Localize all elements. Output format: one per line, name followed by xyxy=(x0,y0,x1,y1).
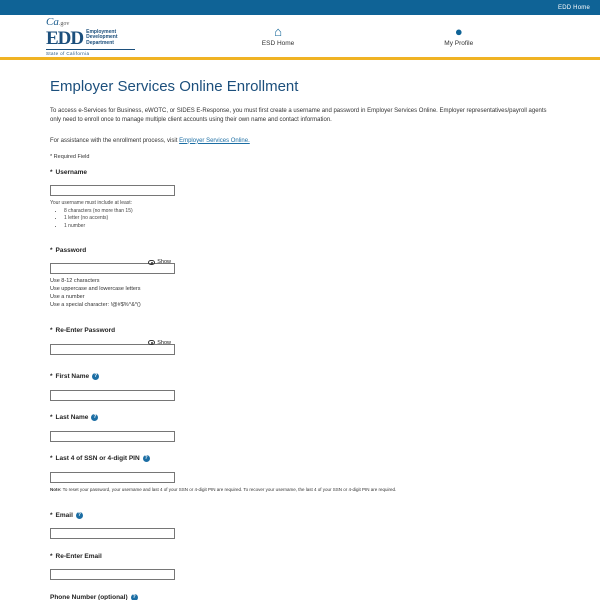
password-label-text: Password xyxy=(55,246,87,254)
username-rule: • 1 number xyxy=(64,223,550,229)
edd-logo[interactable] xyxy=(0,17,135,56)
eye-icon xyxy=(148,340,155,345)
reenter-email-required-mark: * xyxy=(50,552,53,560)
first-name-input[interactable] xyxy=(50,390,175,401)
edd-line-1: Employment xyxy=(86,29,117,36)
password-rules xyxy=(50,278,550,310)
password-show-button[interactable] xyxy=(148,258,171,267)
help-icon[interactable]: ? xyxy=(132,593,136,600)
last-name-label xyxy=(50,414,550,421)
password-label xyxy=(50,247,550,254)
field-first-name xyxy=(50,373,550,401)
field-last-name xyxy=(50,414,550,442)
last-name-label-text: Last Name xyxy=(55,414,89,422)
password-rule: Use a number xyxy=(50,293,85,300)
reenter-password-show-button[interactable] xyxy=(148,338,171,347)
utility-bar xyxy=(0,0,600,15)
intro-paragraph: To access e-Services for Business, eWOTC, or SIDES E-Response, you must first create a username and password in Employer Services Online. Employer representatives/payroll agents only need to enroll once to manage multiple client accounts using their own name and contact information. xyxy=(50,108,547,124)
password-rule: Use 8-12 characters xyxy=(50,277,100,284)
employer-services-online-link[interactable]: Employer Services Online. xyxy=(179,137,250,144)
ssn-pin-label-text: Last 4 of SSN or 4-digit PIN xyxy=(55,455,140,463)
help-icon[interactable]: ? xyxy=(93,414,97,421)
home-icon: ⌂ xyxy=(274,24,282,39)
primary-nav xyxy=(135,25,600,47)
last-name-required-mark: * xyxy=(50,414,53,422)
edd-home-link[interactable]: EDD Home xyxy=(558,4,590,11)
edd-logo-subtitle: State of California xyxy=(46,49,135,56)
field-phone-number xyxy=(50,594,550,600)
reenter-email-input[interactable] xyxy=(50,569,175,580)
first-name-label xyxy=(50,373,550,380)
ca-gov-text: Ca xyxy=(46,15,59,28)
phone-number-label xyxy=(50,594,550,600)
password-required-mark: * xyxy=(50,246,53,254)
edd-line-3: Department xyxy=(86,39,114,46)
ssn-pin-label xyxy=(50,455,550,462)
assistance-text: For assistance with the enrollment process, visit xyxy=(50,137,180,144)
help-icon[interactable]: ? xyxy=(77,511,81,518)
ca-gov-logo xyxy=(46,17,135,28)
site-header xyxy=(0,15,600,60)
email-required-mark: * xyxy=(50,511,53,519)
field-reenter-email xyxy=(50,553,550,581)
username-label-text: Username xyxy=(55,168,87,176)
ssn-pin-note-label: Note: xyxy=(50,487,62,493)
username-required-mark: * xyxy=(50,168,53,176)
password-rule: Use uppercase and lowercase letters xyxy=(50,285,141,292)
username-label xyxy=(50,169,550,176)
email-input[interactable] xyxy=(50,528,175,539)
reenter-password-show-label: Show xyxy=(157,339,171,346)
reenter-email-label-text: Re-Enter Email xyxy=(55,552,102,560)
reenter-password-required-mark: * xyxy=(50,327,53,335)
assistance-paragraph xyxy=(50,138,550,144)
ssn-pin-input[interactable] xyxy=(50,472,175,483)
nav-item-esd-home-label: ESD Home xyxy=(261,40,295,47)
email-label xyxy=(50,512,550,519)
password-show-label: Show xyxy=(157,259,171,266)
username-hint: Your username must include at least: xyxy=(50,199,133,206)
nav-item-esd-home[interactable] xyxy=(262,25,295,47)
username-input[interactable] xyxy=(50,185,175,196)
field-password xyxy=(50,247,550,310)
field-email xyxy=(50,512,550,540)
ssn-pin-note xyxy=(50,487,530,493)
username-rules-list xyxy=(64,208,550,229)
enrollment-page xyxy=(0,60,600,600)
user-icon: ● xyxy=(454,24,463,39)
help-icon[interactable]: ? xyxy=(94,373,98,380)
eye-icon xyxy=(148,260,155,265)
username-rule: • 8 characters (no more than 15) xyxy=(64,208,550,214)
first-name-label-text: First Name xyxy=(55,373,90,381)
username-rule: • 1 letter (no accents) xyxy=(64,215,550,221)
nav-item-my-profile[interactable] xyxy=(444,25,473,47)
field-username xyxy=(50,169,550,229)
ssn-pin-required-mark: * xyxy=(50,455,53,463)
first-name-required-mark: * xyxy=(50,373,53,381)
required-field-note: * Required Field xyxy=(50,153,90,160)
nav-item-my-profile-label: My Profile xyxy=(444,40,474,47)
reenter-password-label-text: Re-Enter Password xyxy=(55,327,116,335)
ssn-pin-note-text: To reset your password, your username and last 4 of your SSN or 4-digit PIN are required. To recover your username, the last 4 of your SSN or 4-digit PIN are required. xyxy=(61,487,397,493)
field-ssn-pin xyxy=(50,455,550,493)
reenter-email-label xyxy=(50,553,550,560)
edd-mark-text: EDD xyxy=(46,27,84,49)
password-rule: Use a special character: !@#$%^&*() xyxy=(50,301,141,308)
help-icon[interactable]: ? xyxy=(144,455,148,462)
reenter-password-label xyxy=(50,327,550,334)
email-label-text: Email xyxy=(55,511,73,519)
last-name-input[interactable] xyxy=(50,431,175,442)
edd-line-2: Development xyxy=(86,34,118,41)
ca-gov-suffix: .gov xyxy=(58,20,70,27)
phone-number-label-text: Phone Number (optional) xyxy=(50,593,128,600)
page-title: Employer Services Online Enrollment xyxy=(50,78,299,95)
field-reenter-password xyxy=(50,327,550,355)
